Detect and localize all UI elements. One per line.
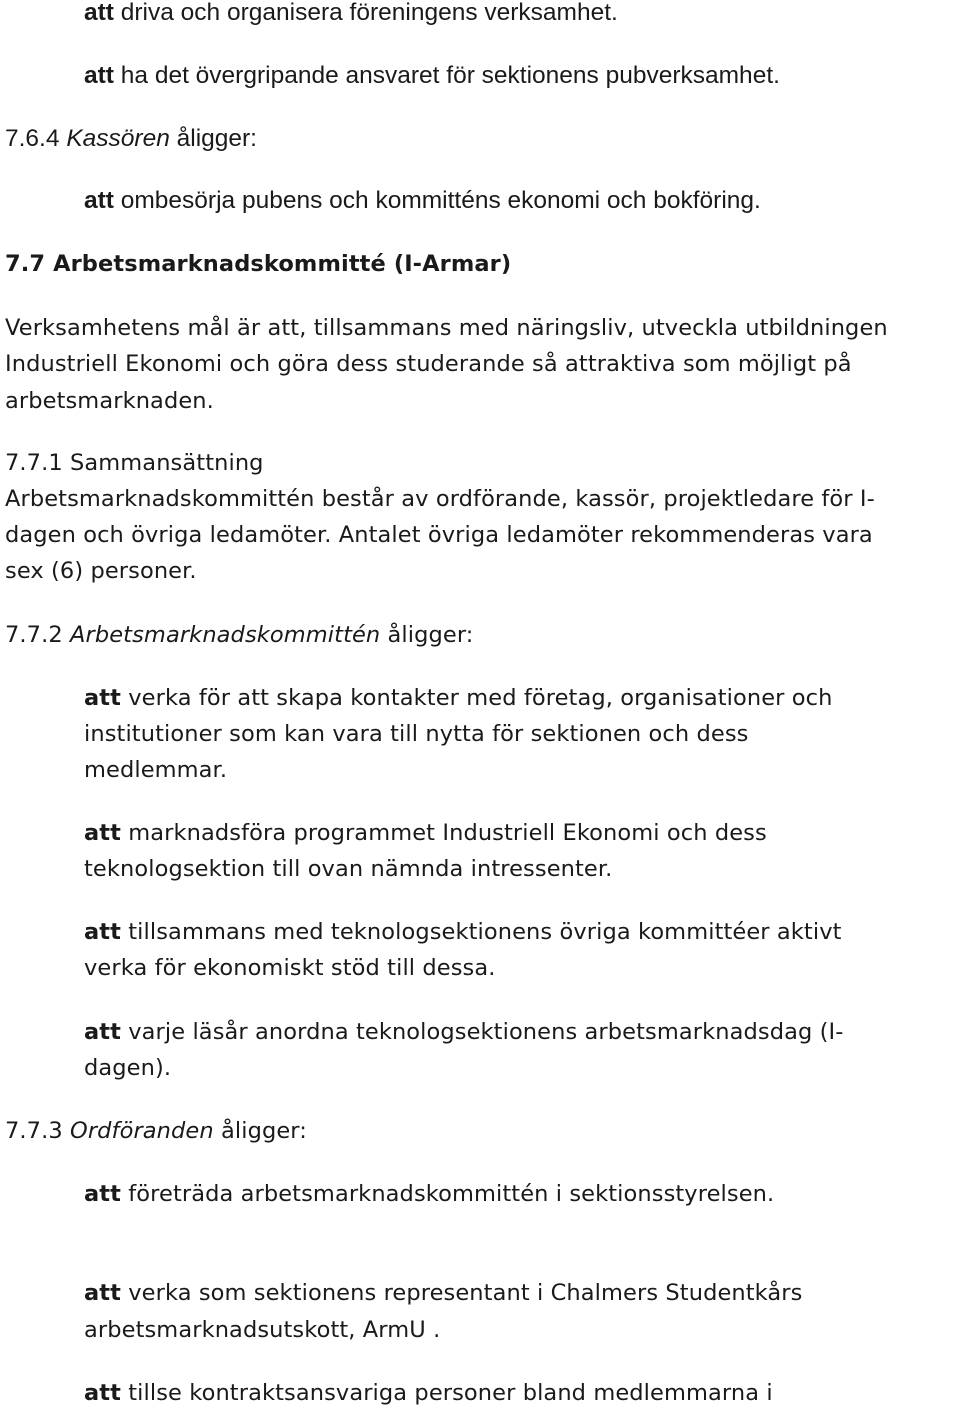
- duty-line: att ombesörja pubens och kommitténs ekonomi och bokföring.: [84, 187, 761, 214]
- paragraph-line: Arbetsmarknadskommittén består av ordförande, kassör, projektledare för I-: [5, 486, 875, 512]
- att-keyword: att: [84, 1181, 121, 1207]
- paragraph-line: Industriell Ekonomi och göra dess studerande så attraktiva som möjligt på: [5, 351, 852, 377]
- duty-line: att tillsammans med teknologsektionens övriga kommittéer aktivt: [84, 919, 842, 945]
- duty-line: att företräda arbetsmarknadskommittén i sektionsstyrelsen.: [84, 1181, 775, 1207]
- duty-line: att marknadsföra programmet Industriell Ekonomi och dess: [84, 820, 767, 846]
- duty-line: medlemmar.: [84, 757, 228, 783]
- duty-line: att verka för att skapa kontakter med företag, organisationer och: [84, 685, 833, 711]
- section-heading: 7.7 Arbetsmarknadskommitté (I-Armar): [5, 251, 512, 277]
- subsection-heading: 7.6.4 Kassören åligger:: [5, 125, 257, 152]
- paragraph-line: Verksamhetens mål är att, tillsammans med näringsliv, utveckla utbildningen: [5, 315, 888, 341]
- subsection-heading: 7.7.1 Sammansättning: [5, 450, 264, 476]
- att-keyword: att: [84, 62, 114, 89]
- duty-line: att verka som sektionens representant i Chalmers Studentkårs: [84, 1280, 803, 1306]
- duty-line: dagen).: [84, 1055, 172, 1081]
- duty-line: att driva och organisera föreningens verksamhet.: [84, 0, 618, 26]
- duty-line: att ha det övergripande ansvaret för sektionens pubverksamhet.: [84, 62, 780, 89]
- duty-line: att tillse kontraktsansvariga personer bland medlemmarna i: [84, 1380, 773, 1406]
- paragraph-line: sex (6) personer.: [5, 558, 197, 584]
- att-keyword: att: [84, 0, 114, 26]
- att-keyword: att: [84, 187, 114, 214]
- subsection-heading: 7.7.3 Ordföranden åligger:: [5, 1118, 307, 1144]
- att-keyword: att: [84, 1019, 121, 1045]
- subsection-heading: 7.7.2 Arbetsmarknadskommittén åligger:: [5, 622, 474, 648]
- att-keyword: att: [84, 685, 121, 711]
- att-keyword: att: [84, 820, 121, 846]
- duty-line: verka för ekonomiskt stöd till dessa.: [84, 955, 496, 981]
- duty-line: arbetsmarknadsutskott, ArmU .: [84, 1317, 441, 1343]
- paragraph-line: arbetsmarknaden.: [5, 388, 214, 414]
- paragraph-line: dagen och övriga ledamöter. Antalet övriga ledamöter rekommenderas vara: [5, 522, 873, 548]
- att-keyword: att: [84, 919, 121, 945]
- duty-line: institutioner som kan vara till nytta för sektionen och dess: [84, 721, 749, 747]
- duty-line: teknologsektion till ovan nämnda intressenter.: [84, 856, 613, 882]
- att-keyword: att: [84, 1280, 121, 1306]
- duty-line: att varje läsår anordna teknologsektionens arbetsmarknadsdag (I-: [84, 1019, 844, 1045]
- att-keyword: att: [84, 1380, 121, 1406]
